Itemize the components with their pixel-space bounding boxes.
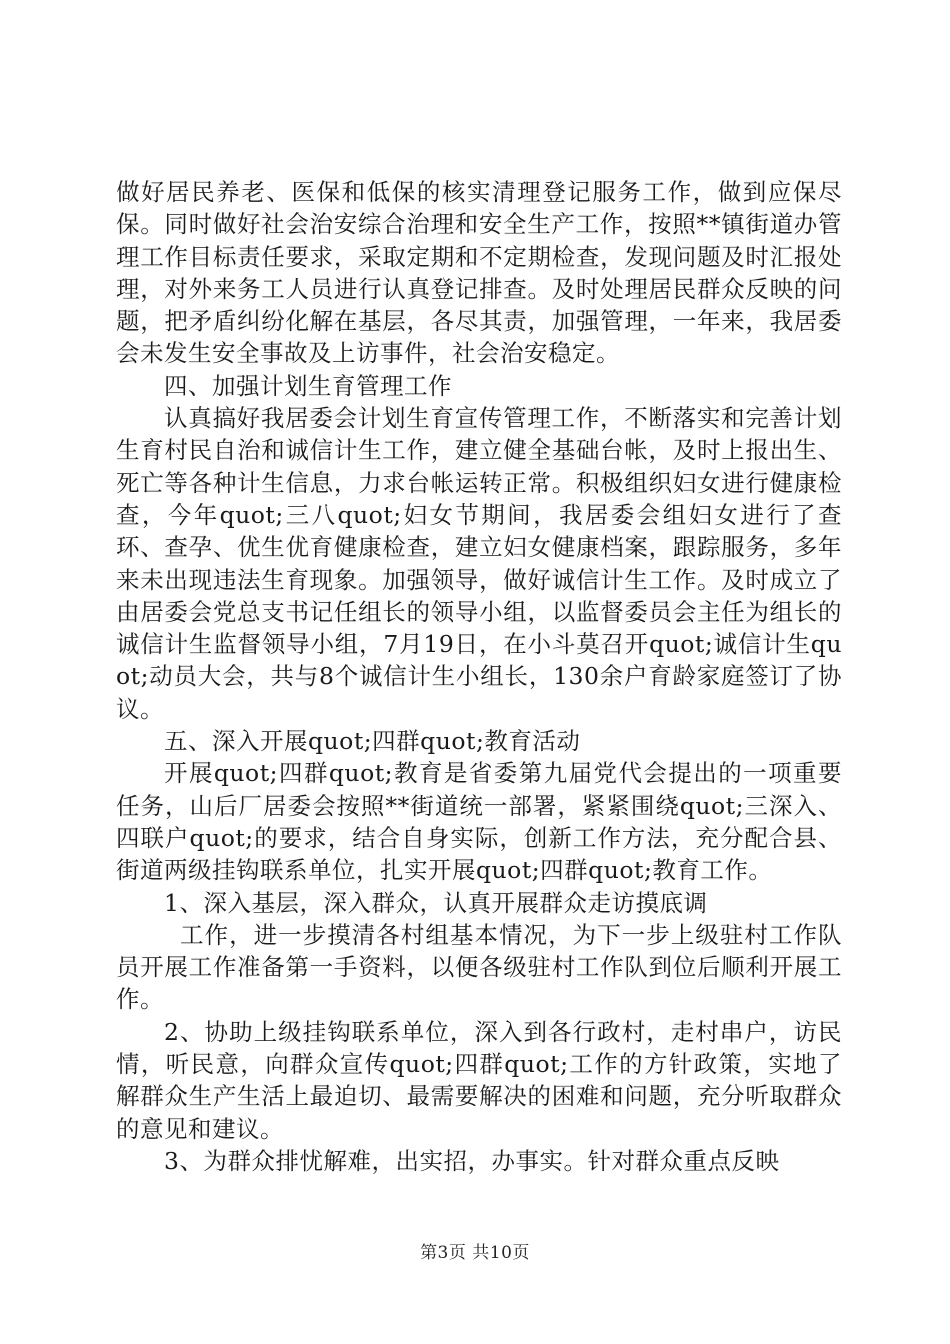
paragraph-four-groups-intro: 开展quot;四群quot;教育是省委第九届党代会提出的一项重要任务，山后厂居委会按照**街道统一部署，紧紧围绕quot;三深入、四联户quot;的要求，结合自身实际，创新工作方法，充分配合县、街道两级挂钩联系单位，扎实开展quot;四群quot;教育工作。 (116, 759, 842, 885)
page-number-footer: 第3页 共10页 (420, 1243, 530, 1263)
paragraph-family-planning: 认真搞好我居委会计划生育宣传管理工作，不断落实和完善计划生育村民自治和诚信计生工作，建立健全基础台帐，及时上报出生、死亡等各种计生信息，力求台帐运转正常。积极组织妇女进行健康检查，今年quot;三八quot;妇女节期间，我居委会组妇女进行了查环、查孕、优生优育健康检查，建立妇女健康档案，跟踪服务，多年来未出现违法生育现象。加强领导，做好诚信计生工作。及时成立了由居委会党总支书记任组长的领导小组，以监督委员会主任为组长的诚信计生监督领导小组，7月19日，在小斗莫召开quot;诚信计生quot;动员大会，共与8个诚信计生小组长，130余户育龄家庭签订了协议。 (116, 404, 842, 723)
section-heading-family-planning: 四、加强计划生育管理工作 (164, 371, 452, 400)
list-item-2: 2、协助上级挂钩联系单位，深入到各行政村，走村串户，访民情，听民意，向群众宣传quot;四群quot;工作的方针政策，实地了解群众生产生活上最迫切、最需要解决的困难和问题，充分听取群众的意见和建议。 (116, 1017, 842, 1143)
list-item-1-continued: 工作，进一步摸清各村组基本情况，为下一步上级驻村工作队员开展工作准备第一手资料，以便各级驻村工作队到位后顺利开展工作。 (116, 920, 842, 1014)
document-body (116, 176, 842, 1177)
paragraph-social-security: 做好居民养老、医保和低保的核实清理登记服务工作，做到应保尽保。同时做好社会治安综合治理和安全生产工作，按照**镇街道办管理工作目标责任要求，采取定期和不定期检查，发现问题及时汇报处理，对外来务工人员进行认真登记排查。及时处理居民群众反映的问题，把矛盾纠纷化解在基层，各尽其责，加强管理，一年来，我居委会未发生安全事故及上访事件，社会治安稳定。 (116, 178, 842, 368)
section-heading-four-groups: 五、深入开展quot;四群quot;教育活动 (164, 727, 581, 756)
list-item-3: 3、为群众排忧解难，出实招，办事实。针对群众重点反映 (164, 1146, 780, 1175)
list-item-1: 1、深入基层，深入群众，认真开展群众走访摸底调 (164, 888, 708, 917)
